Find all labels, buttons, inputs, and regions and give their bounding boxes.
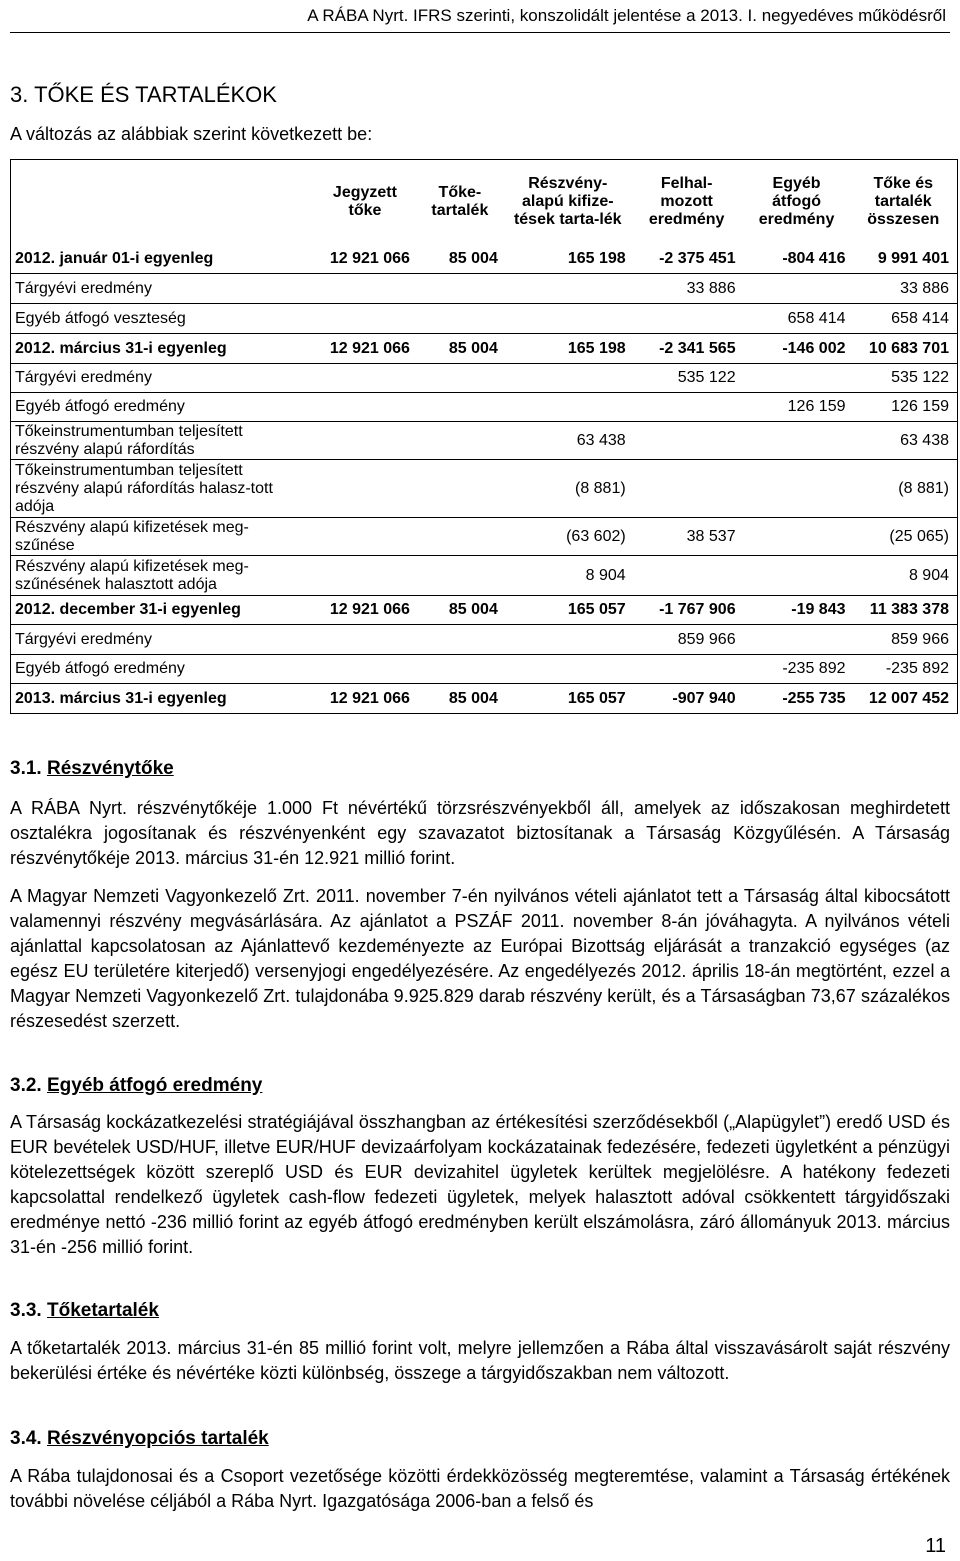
equity-table (10, 159, 958, 714)
table-cell (506, 364, 634, 393)
table-cell: 535 122 (891, 369, 949, 386)
table-cell: 165 057 (567, 601, 626, 618)
table-cell (634, 422, 744, 460)
subsection-heading-3-4 (10, 1428, 269, 1450)
column-header: Jegyzett tőke (332, 184, 397, 220)
table-row (11, 304, 958, 334)
row-label: Tárgyévi eredmény (15, 630, 152, 648)
table-cell (634, 556, 744, 596)
table-cell: 165 198 (567, 249, 626, 267)
table-cell (316, 274, 418, 304)
paragraph: A Rába tulajdonosai és a Csoport vezetősége közötti érdekközösség megteremtése, valamint a Társaság értékének további növelése céljából a Rába Nyrt. Igazgatósága 2006-ban a felső és (10, 1466, 950, 1511)
table-cell (744, 274, 854, 304)
table-cell (506, 393, 634, 422)
table-header-row (11, 160, 958, 245)
table-cell (744, 460, 854, 518)
row-label: Tárgyévi eredmény (15, 369, 152, 386)
table-cell: 8 904 (585, 566, 626, 584)
table-row (11, 556, 958, 596)
paragraph: A Társaság kockázatkezelési stratégiájával összhangban az értékesítési szerződésekből („Alapügylet”) eredő USD és EUR bevételek USD/HUF, illetve EUR/HUF devizaárfolyam kockázatainak fedezésére, fedezeti ügyletként a pénzügyi kötelezettségek között szereplő USD és EUR devizahitel ügyletek kerültek megjelölésre. A hatékony fedezeti kapcsolattal rendelkező ügyletek cash-flow fedezeti ügyletek, melyek halasztott adóval csökkentett tárgyidőszaki eredménye nettó -236 millió forint az egyéb átfogó eredményben került elszámolásra, záró állományuk 2013. március 31-én -256 millió forint. (10, 1112, 950, 1257)
subsection-title: Egyéb átfogó eredmény (46, 1075, 263, 1096)
table-row (11, 364, 958, 393)
table-cell (316, 393, 418, 422)
table-cell: 63 438 (576, 431, 626, 449)
table-cell: 12 921 066 (329, 601, 410, 618)
table-row (11, 518, 958, 556)
table-row (11, 422, 958, 460)
row-label: Egyéb átfogó eredmény (15, 398, 185, 415)
table-cell: -2 341 565 (659, 339, 736, 357)
subsection-number: 3.3. (10, 1300, 42, 1321)
table-cell (634, 460, 744, 518)
table-cell (634, 393, 744, 422)
row-label: 2012. december 31-i egyenleg (15, 601, 241, 618)
column-header: Tőke és tartalék összesen (867, 175, 940, 229)
row-label: Tőkeinstrumentumban teljesített részvény alapú ráfordítás halasz-tott adója (15, 461, 273, 515)
table-cell (316, 304, 418, 334)
table-cell (418, 625, 506, 655)
table-cell: -235 892 (885, 660, 949, 677)
table-cell: -1 767 906 (659, 601, 736, 618)
table-cell: -255 735 (782, 689, 846, 707)
table-cell (634, 304, 744, 334)
table-cell (744, 364, 854, 393)
table-cell: -804 416 (782, 249, 846, 267)
paragraph: A RÁBA Nyrt. részvénytőkéje 1.000 Ft névértékű törzsrészvényekből áll, amelyek az időszakosan meghirdetett osztalékra jogosítanak és részvényenként egy szavazatot biztosítanak a Társaság Közgyűlésén. A Társaság részvénytőkéje 2013. március 31-én 12.921 millió forint. (10, 798, 950, 868)
row-label: 2013. március 31-i egyenleg (15, 689, 227, 707)
table-cell: 33 886 (900, 279, 949, 297)
row-label: Tőkeinstrumentumban teljesített részvény alapú ráfordítás (15, 422, 243, 458)
table-cell: 126 159 (787, 398, 846, 415)
table-cell (316, 655, 418, 684)
table-cell: 12 921 066 (329, 339, 410, 357)
table-cell (418, 556, 506, 596)
page-number: 11 (925, 1535, 946, 1557)
subsection-heading-3-2 (10, 1075, 262, 1097)
table-cell: 63 438 (900, 431, 949, 449)
table-row (11, 274, 958, 304)
table-cell: 38 537 (686, 527, 736, 545)
table-cell: 12 921 066 (329, 689, 410, 707)
table-cell (418, 518, 506, 556)
row-label: Tárgyévi eredmény (15, 279, 152, 297)
table-cell: (25 065) (889, 527, 949, 545)
table-cell: (8 881) (574, 479, 626, 497)
table-row (11, 334, 958, 364)
table-cell: -235 892 (782, 660, 846, 677)
table-cell (316, 364, 418, 393)
page-header: A RÁBA Nyrt. IFRS szerinti, konszolidált jelentése a 2013. I. negyedéves működésről (307, 6, 946, 25)
row-label: Részvény alapú kifizetések meg-szűnésének halasztott adója (15, 557, 249, 593)
table-cell: 859 966 (677, 630, 736, 648)
table-cell (506, 274, 634, 304)
table-cell (506, 304, 634, 334)
table-cell: 9 991 401 (877, 249, 949, 267)
row-label: 2012. március 31-i egyenleg (15, 339, 227, 357)
table-cell (744, 556, 854, 596)
table-row (11, 393, 958, 422)
column-header: Egyéb átfogó eredmény (758, 175, 835, 229)
table-cell (316, 518, 418, 556)
table-cell (744, 625, 854, 655)
subsection-title: Részvényopciós tartalék (46, 1428, 269, 1449)
table-cell: 85 004 (448, 339, 498, 357)
table-cell: 658 414 (787, 309, 846, 327)
table-cell (418, 655, 506, 684)
table-row (11, 655, 958, 684)
table-cell (418, 393, 506, 422)
column-header: Részvény-alapú kifize-tések tarta-lék (513, 175, 622, 229)
paragraph: A Magyar Nemzeti Vagyonkezelő Zrt. 2011. november 7-én nyilvános vételi ajánlatot tett a Társaság által kibocsátott valamennyi részvény megvásárlására. Az ajánlatot a PSZÁF 2011. november 8-án jóváhagyta. A nyilvános vételi ajánlattal kapcsolatosan az Ajánlattevő kezdeményezte az Európai Bizottság eljárását a tranzakció egységes (az egész EU területére kiterjedő) versenyjogi engedélyezésére. Az engedélyezés 2012. április 18-án megtörtént, ezzel a Magyar Nemzeti Vagyonkezelő Zrt. tulajdonába 9.925.829 darab részvény került, és a Társaságban 73,67 százalékos részesedést szerzett. (10, 886, 950, 1031)
table-cell: 859 966 (891, 630, 949, 648)
row-label: 2012. január 01-i egyenleg (15, 249, 214, 267)
table-cell (418, 274, 506, 304)
table-row (11, 625, 958, 655)
subsection-title: Részvénytőke (46, 758, 174, 779)
row-label: Részvény alapú kifizetések meg-szűnése (15, 518, 249, 554)
table-cell: 10 683 701 (868, 339, 949, 357)
table-cell (418, 460, 506, 518)
subsection-number: 3.2. (10, 1075, 42, 1096)
table-cell: 85 004 (448, 601, 498, 618)
table-cell: 658 414 (891, 309, 949, 327)
paragraph: A tőketartalék 2013. március 31-én 85 millió forint volt, melyre jellemzően a Rába által visszavásárolt saját részvény bekerülési értéke és névértéke közti különbség, összege a tárgyidőszakban nem változott. (10, 1338, 950, 1383)
table-cell: -146 002 (782, 339, 846, 357)
table-cell (418, 422, 506, 460)
column-header: Tőke-tartalék (431, 184, 489, 220)
table-cell: 33 886 (686, 279, 736, 297)
table-row (11, 460, 958, 518)
subsection-heading-3-1 (10, 758, 174, 780)
table-row (11, 684, 958, 714)
table-cell: 85 004 (448, 689, 498, 707)
table-cell: 12 921 066 (329, 249, 410, 267)
table-cell (506, 655, 634, 684)
table-cell (506, 625, 634, 655)
table-cell: 8 904 (908, 566, 949, 584)
table-cell (418, 304, 506, 334)
subsection-title: Tőketartalék (46, 1300, 159, 1321)
table-cell: (8 881) (898, 479, 949, 497)
subsection-number: 3.1. (10, 758, 42, 779)
table-cell (316, 422, 418, 460)
header-divider (10, 32, 950, 33)
table-cell: -2 375 451 (659, 249, 736, 267)
table-cell: 165 198 (567, 339, 626, 357)
table-cell: 165 057 (567, 689, 626, 707)
section-title: 3. TŐKE ÉS TARTALÉKOK (10, 82, 277, 107)
row-label: Egyéb átfogó eredmény (15, 660, 185, 677)
table-cell: 85 004 (448, 249, 498, 267)
table-cell (316, 625, 418, 655)
column-header: Felhal-mozott eredmény (648, 175, 725, 229)
header-empty (11, 160, 316, 245)
table-cell: -19 843 (791, 601, 846, 618)
table-cell: 11 383 378 (869, 601, 949, 618)
table-cell (418, 364, 506, 393)
table-cell (744, 422, 854, 460)
table-row (11, 596, 958, 625)
subsection-number: 3.4. (10, 1428, 42, 1449)
row-label: Egyéb átfogó veszteség (15, 309, 186, 327)
table-cell (316, 460, 418, 518)
table-cell: 535 122 (677, 369, 736, 386)
table-cell (316, 556, 418, 596)
table-cell: 12 007 452 (868, 689, 949, 707)
table-cell: -907 940 (672, 689, 736, 707)
table-cell: (63 602) (566, 527, 626, 545)
subsection-heading-3-3 (10, 1300, 159, 1322)
section-intro: A változás az alábbiak szerint következett be: (10, 124, 373, 144)
table-cell (634, 655, 744, 684)
table-row (11, 245, 958, 274)
table-cell (744, 518, 854, 556)
table-cell: 126 159 (891, 398, 949, 415)
